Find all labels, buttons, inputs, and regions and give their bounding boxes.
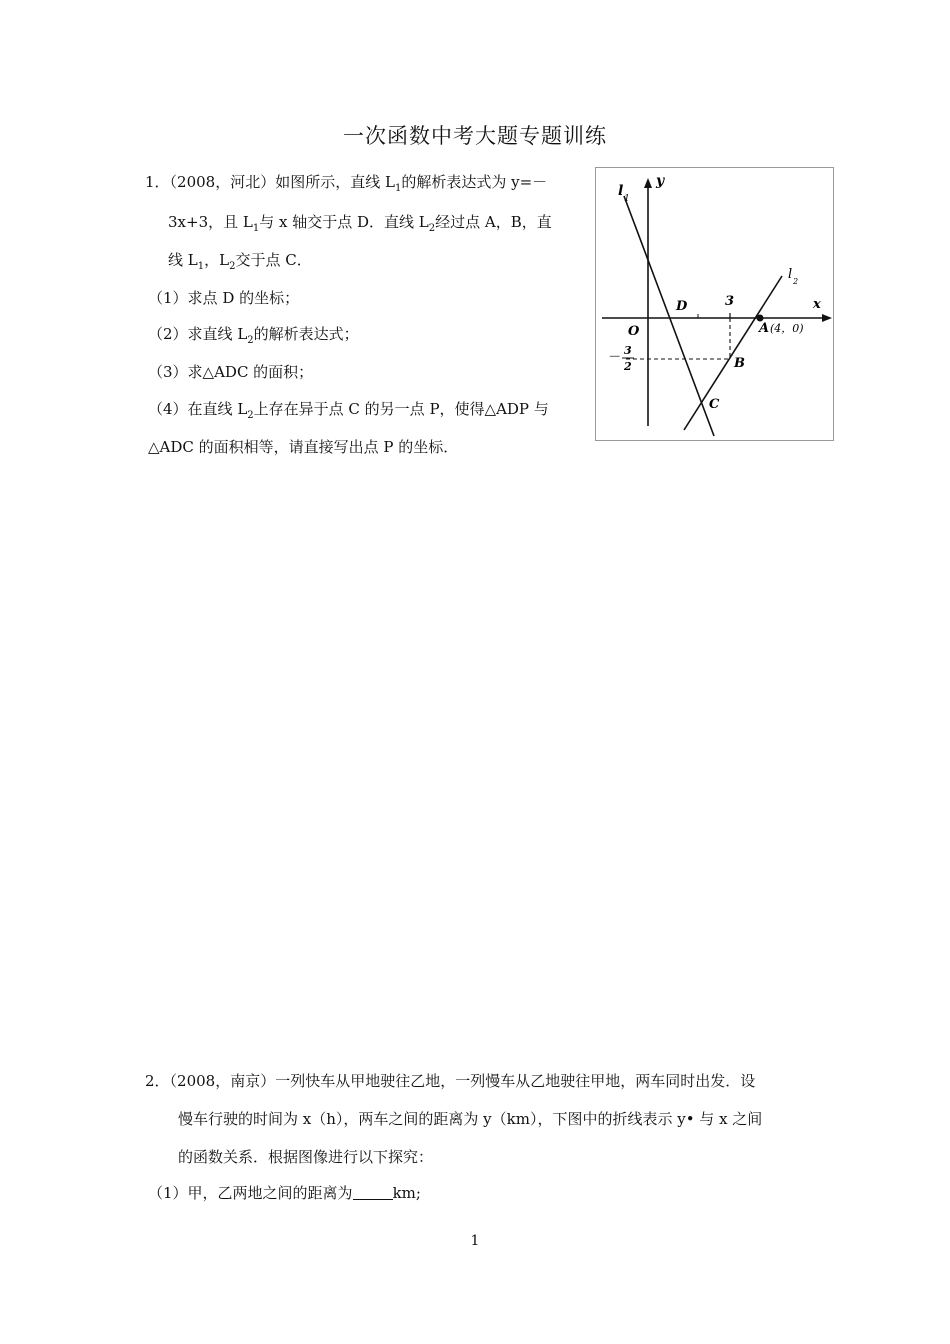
page-title: 一次函数中考大题专题训练: [343, 124, 607, 148]
sub-label: （1）: [148, 1184, 188, 1202]
q1-line2-a: 3x+3，且 L: [168, 213, 253, 231]
q1-sub-question-2: [148, 324, 359, 344]
label-frac-den: 2: [624, 360, 632, 373]
q2-text-a: 一列快车从甲地驶往乙地，一列慢车从乙地驶往甲地，两车同时出发．设: [275, 1072, 756, 1090]
x-axis-arrow: [822, 314, 832, 322]
label-x: x: [813, 297, 821, 312]
sub-label: （4）: [148, 400, 188, 418]
q2-source: （2008，南京）: [169, 1072, 276, 1090]
sub-label: （3）: [148, 363, 188, 381]
label-minus: －: [607, 350, 621, 365]
coordinate-diagram: [596, 168, 833, 440]
q2-line-1: [145, 1071, 755, 1091]
q1-line-1: [145, 172, 580, 192]
q1-line3-c: 交于点 C．: [235, 251, 312, 269]
q1-sub-question-4: [148, 399, 580, 419]
q1-sub-1: 1: [394, 183, 402, 194]
q1-sub-question-3: [148, 362, 313, 382]
label-y: y: [656, 173, 665, 189]
label-origin: O: [628, 324, 640, 339]
q1-line-3: [168, 250, 312, 270]
page-number: 1: [470, 1233, 480, 1249]
sub-text-b: 的解析表达式；: [253, 325, 359, 343]
q2-sub-question-1: [148, 1183, 421, 1203]
q1-line2-sub1: 1: [252, 223, 260, 234]
label-b: B: [734, 356, 745, 371]
label-frac-num: 3: [624, 344, 632, 357]
q1-line-2: [168, 212, 580, 232]
q1-line3-b: ，L: [204, 251, 230, 269]
q1-figure: [595, 167, 834, 441]
q1-line2-c: 经过点 A，B，直: [435, 213, 552, 231]
q1-source: （2008，河北）: [169, 173, 276, 191]
sub-subscript: 2: [247, 410, 254, 421]
label-l1-sub: 1: [624, 194, 630, 204]
label-d: D: [676, 299, 688, 314]
q1-sub-question-4-continued: △ADC 的面积相等，请直接写出点 P 的坐标．: [148, 438, 459, 456]
q2-line-2: 慢车行驶的时间为 x（h），两车之间的距离为 y（km），下图中的折线表示 y• 与 x 之间: [178, 1110, 763, 1128]
label-l2: l: [788, 267, 793, 282]
sub-label: （2）: [148, 325, 188, 343]
sub-text-a: 求直线 L: [187, 325, 248, 343]
q1-line3-a: 线 L: [168, 251, 198, 269]
q1-text-a: 如图所示，直线 L: [275, 173, 395, 191]
q1-sub-question-1: [148, 288, 299, 308]
label-a-coords: (4，0): [770, 322, 804, 335]
sub-text-a: 甲，乙两地之间的距离为: [187, 1184, 353, 1202]
label-l1: l: [618, 183, 624, 199]
q1-line2-b: 与 x 轴交于点 D．直线 L: [259, 213, 429, 231]
q1-line3-sub2: 2: [229, 261, 236, 272]
sub-text: 求点 D 的坐标；: [187, 289, 300, 307]
q2-number: 2．: [145, 1072, 170, 1090]
label-3: 3: [725, 294, 735, 309]
sub-text-b: 上存在异于点 C 的另一点 P，使得△ADP 与: [253, 400, 549, 418]
sub-text: 求△ADC 的面积；: [187, 363, 314, 381]
y-axis-arrow: [644, 178, 652, 188]
sub-subscript: 2: [247, 335, 254, 346]
q1-line2-sub2: 2: [428, 223, 436, 234]
sub-text-b: km;: [392, 1184, 421, 1202]
label-l2-sub: 2: [793, 277, 799, 286]
answer-blank[interactable]: [353, 1184, 393, 1200]
sub-label: （1）: [148, 289, 188, 307]
sub-text-a: 在直线 L: [187, 400, 248, 418]
q2-line-3: 的函数关系．根据图像进行以下探究：: [178, 1148, 434, 1166]
label-a: A: [759, 321, 770, 336]
q1-line3-sub1: 1: [197, 261, 205, 272]
label-c: C: [709, 397, 720, 412]
line-l1: [624, 196, 714, 436]
q1-number: 1．: [145, 173, 170, 191]
q1-text-b: 的解析表达式为 y=－: [401, 173, 548, 191]
